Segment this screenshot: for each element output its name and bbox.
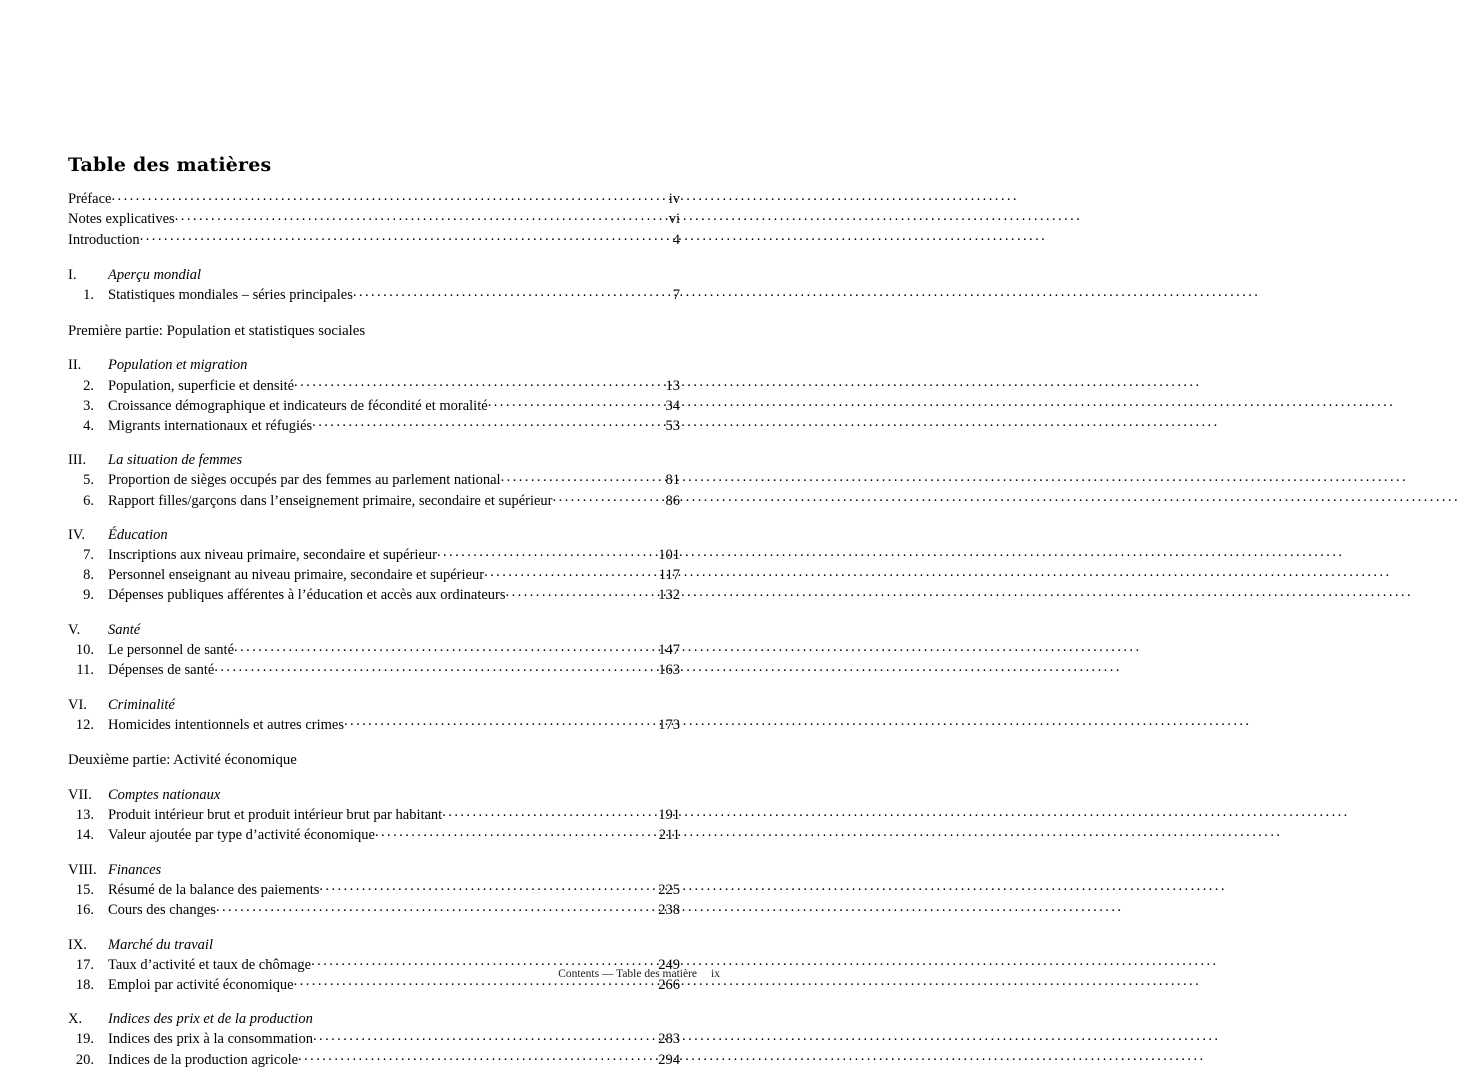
dot-leader	[111, 189, 657, 204]
toc-entry[interactable]	[68, 285, 680, 305]
dot-leader	[488, 395, 657, 410]
spacer	[68, 249, 680, 267]
toc-entry-number: 9.	[83, 587, 94, 604]
toc-entry-label: Préface	[68, 191, 112, 208]
chapter-roman-numeral: X.	[68, 1011, 83, 1028]
toc-chapter-heading[interactable]	[68, 357, 680, 375]
toc-entry-page-number: 132	[658, 587, 680, 604]
toc-chapter-group	[68, 622, 680, 680]
dot-leader	[353, 285, 657, 300]
chapter-roman-numeral: V.	[68, 621, 81, 638]
dot-leader	[501, 470, 657, 485]
toc-entry-number: 12.	[75, 716, 94, 733]
toc-entry-page-number: 191	[658, 807, 680, 824]
dot-leader	[175, 209, 657, 224]
toc-front-entry[interactable]	[68, 229, 680, 249]
toc-entry-label: Statistiques mondiales – séries principales	[108, 287, 353, 304]
toc-entry-page-number: 147	[658, 642, 680, 659]
toc-entry-label: Résumé de la balance des paiements	[108, 881, 320, 898]
toc-entry-label: Inscriptions aux niveau primaire, secondaire et supérieur	[108, 547, 437, 564]
toc-chapter-heading[interactable]	[68, 622, 680, 640]
spacer	[68, 845, 680, 862]
toc-entry-page-number: 13	[665, 377, 680, 394]
toc-entry-number: 8.	[83, 567, 94, 584]
chapter-title: Marché du travail	[108, 936, 213, 953]
toc-entry-label: Taux d’activité et taux de chômage	[108, 956, 312, 973]
toc-entry-label: Population, superficie et densité	[108, 377, 295, 394]
toc-entry-page-number: iv	[668, 191, 680, 208]
toc-entry-page-number: 249	[658, 956, 680, 973]
spacer	[68, 605, 680, 622]
dot-leader	[298, 1049, 657, 1064]
chapter-roman-numeral: VII.	[68, 787, 92, 804]
toc-entry[interactable]	[68, 825, 680, 845]
toc-entry[interactable]	[68, 805, 680, 825]
toc-entry-number: 1.	[83, 287, 94, 304]
toc-content	[68, 155, 680, 1069]
toc-entry-number: 3.	[83, 397, 94, 414]
toc-entry-number: 16.	[75, 902, 94, 919]
toc-parts	[68, 249, 680, 1069]
toc-entry-label: Notes explicatives	[68, 211, 175, 228]
toc-entry-page-number: 7	[672, 287, 680, 304]
toc-chapter-group	[68, 862, 680, 920]
toc-entry-label: Proportion de sièges occupés par des femmes au parlement national	[108, 472, 501, 489]
page-title: Table des matières	[68, 154, 272, 176]
toc-entry-page-number: 266	[658, 976, 680, 993]
toc-entry-label: Le personnel de santé	[108, 642, 235, 659]
toc-entry[interactable]	[68, 879, 680, 899]
toc-entry-number: 6.	[83, 492, 94, 509]
spacer	[68, 340, 680, 357]
toc-entry-label: Indices des prix à la consommation	[108, 1031, 313, 1048]
toc-entry-label: Introduction	[68, 231, 140, 248]
spacer	[68, 734, 680, 752]
toc-entry-number: 11.	[76, 662, 94, 679]
spacer	[68, 994, 680, 1011]
toc-chapter-heading[interactable]	[68, 452, 680, 470]
chapter-title: Éducation	[108, 527, 168, 544]
toc-entry[interactable]	[68, 714, 680, 734]
spacer	[68, 305, 680, 323]
toc-entry-page-number: vi	[668, 211, 680, 228]
dot-leader	[344, 714, 657, 729]
chapter-roman-numeral: III.	[68, 452, 87, 469]
toc-chapter-heading[interactable]	[68, 697, 680, 715]
dot-leader	[319, 879, 657, 894]
dot-leader	[294, 375, 657, 390]
toc-front-entry[interactable]	[68, 189, 680, 209]
dot-leader	[311, 954, 657, 969]
toc-entry[interactable]	[68, 1029, 680, 1049]
chapter-roman-numeral: II.	[68, 357, 82, 374]
toc-entry-page-number: 294	[658, 1051, 680, 1068]
toc-entry-label: Homicides intentionnels et autres crimes	[108, 716, 344, 733]
toc-entry-number: 19.	[75, 1031, 94, 1048]
toc-front-entry[interactable]	[68, 209, 680, 229]
chapter-title: Indices des prix et de la production	[108, 1011, 313, 1028]
toc-chapter-heading[interactable]	[68, 1011, 680, 1029]
chapter-title: Finances	[108, 861, 162, 878]
toc-chapter-heading[interactable]	[68, 787, 680, 805]
dot-leader	[506, 585, 657, 600]
toc-entry-page-number: 53	[665, 417, 680, 434]
toc-chapter-group	[68, 697, 680, 735]
dot-leader	[313, 1029, 657, 1044]
toc-entry[interactable]	[68, 415, 680, 435]
toc-chapter-group	[68, 452, 680, 510]
spacer	[68, 920, 680, 937]
toc-entry[interactable]	[68, 585, 680, 605]
toc-entry-page-number: 173	[658, 716, 680, 733]
toc-entry[interactable]	[68, 900, 680, 920]
toc-entry-label: Migrants internationaux et réfugiés	[108, 417, 313, 434]
footer-label: Contents — Table des matière	[558, 968, 698, 980]
toc-entry-label: Cours des changes	[108, 902, 216, 919]
toc-chapter-group	[68, 357, 680, 435]
dot-leader	[216, 900, 657, 915]
toc-entry-number: 14.	[75, 827, 94, 844]
toc-entry[interactable]	[68, 660, 680, 680]
chapter-title: Population et migration	[108, 357, 248, 374]
toc-entry-label: Personnel enseignant au niveau primaire, secondaire et supérieur	[108, 567, 485, 584]
dot-leader	[442, 805, 657, 820]
toc-entry-page-number: 4	[672, 231, 680, 248]
chapter-roman-numeral: I.	[68, 267, 77, 284]
toc-chapter-group	[68, 267, 680, 305]
dot-leader	[140, 229, 657, 244]
chapter-title: Santé	[108, 621, 141, 638]
toc-entry-number: 18.	[75, 976, 94, 993]
toc-entry-page-number: 211	[658, 827, 680, 844]
dot-leader	[234, 640, 657, 655]
toc-entry[interactable]	[68, 545, 680, 565]
footer-page-number: ix	[711, 968, 720, 980]
toc-entry[interactable]	[68, 1049, 680, 1069]
toc-entry[interactable]	[68, 565, 680, 585]
part-heading: Première partie: Population et statistiques sociales	[68, 322, 366, 339]
toc-entry-label: Indices de la production agricole	[108, 1051, 299, 1068]
chapter-title: Aperçu mondial	[108, 267, 202, 284]
dot-leader	[484, 565, 657, 580]
toc-entry[interactable]	[68, 640, 680, 660]
toc-entry-label: Rapport filles/garçons dans l’enseignement primaire, secondaire et supérieur	[108, 492, 553, 509]
toc-entry-page-number: 81	[665, 472, 680, 489]
toc-entry-label: Emploi par activité économique	[108, 976, 294, 993]
chapter-title: Criminalité	[108, 696, 175, 713]
chapter-roman-numeral: IV.	[68, 527, 86, 544]
toc-entry-page-number: 117	[658, 567, 680, 584]
page-footer	[0, 968, 720, 980]
chapter-roman-numeral: VI.	[68, 696, 87, 713]
chapter-title: La situation de femmes	[108, 452, 243, 469]
toc-chapter-heading[interactable]	[68, 862, 680, 880]
toc-chapter-group	[68, 527, 680, 605]
toc-entry-page-number: 238	[658, 902, 680, 919]
toc-chapter-heading[interactable]	[68, 267, 680, 285]
toc-entry-number: 20.	[75, 1051, 94, 1068]
toc-entry-page-number: 101	[658, 547, 680, 564]
part-heading: Deuxième partie: Activité économique	[68, 752, 297, 769]
toc-chapter-heading[interactable]	[68, 937, 680, 955]
toc-entry[interactable]	[68, 490, 680, 510]
toc-chapter-group	[68, 937, 680, 995]
toc-entry-page-number: 225	[658, 881, 680, 898]
chapter-roman-numeral: VIII.	[68, 861, 97, 878]
spacer	[68, 435, 680, 452]
toc-entry-number: 17.	[75, 956, 94, 973]
toc-chapter-group	[68, 1011, 680, 1069]
toc-entry-number: 7.	[83, 547, 94, 564]
toc-entry-page-number: 34	[665, 397, 680, 414]
dot-leader	[312, 415, 657, 430]
dot-leader	[553, 490, 657, 505]
dot-leader	[437, 545, 657, 560]
spacer	[68, 770, 680, 787]
toc-entry-label: Dépenses de santé	[108, 662, 215, 679]
toc-entry-label: Valeur ajoutée par type d’activité économique	[108, 827, 375, 844]
dot-leader	[214, 660, 657, 675]
toc-entry-label: Croissance démographique et indicateurs de fécondité et moralité	[108, 397, 488, 414]
toc-entry-label: Produit intérieur brut et produit intérieur brut par habitant	[108, 807, 443, 824]
toc-entry[interactable]	[68, 395, 680, 415]
toc-entry-number: 5.	[83, 472, 94, 489]
toc-entry-number: 15.	[75, 881, 94, 898]
toc-entry-page-number: 163	[658, 662, 680, 679]
toc-entry-number: 13.	[75, 807, 94, 824]
chapter-roman-numeral: IX.	[68, 936, 87, 953]
toc-entry-page-number: 283	[658, 1031, 680, 1048]
toc-entry-number: 4.	[83, 417, 94, 434]
spacer	[68, 510, 680, 527]
toc-entry-number: 2.	[83, 377, 94, 394]
toc-entry-page-number: 86	[665, 492, 680, 509]
front-matter-list	[68, 189, 680, 249]
spacer	[68, 680, 680, 697]
toc-entry[interactable]	[68, 470, 680, 490]
toc-chapter-group	[68, 787, 680, 845]
toc-entry-number: 10.	[75, 642, 94, 659]
toc-entry-label: Dépenses publiques afférentes à l’éducation et accès aux ordinateurs	[108, 587, 506, 604]
chapter-title: Comptes nationaux	[108, 787, 221, 804]
dot-leader	[375, 825, 657, 840]
toc-entry[interactable]	[68, 375, 680, 395]
toc-chapter-heading[interactable]	[68, 527, 680, 545]
